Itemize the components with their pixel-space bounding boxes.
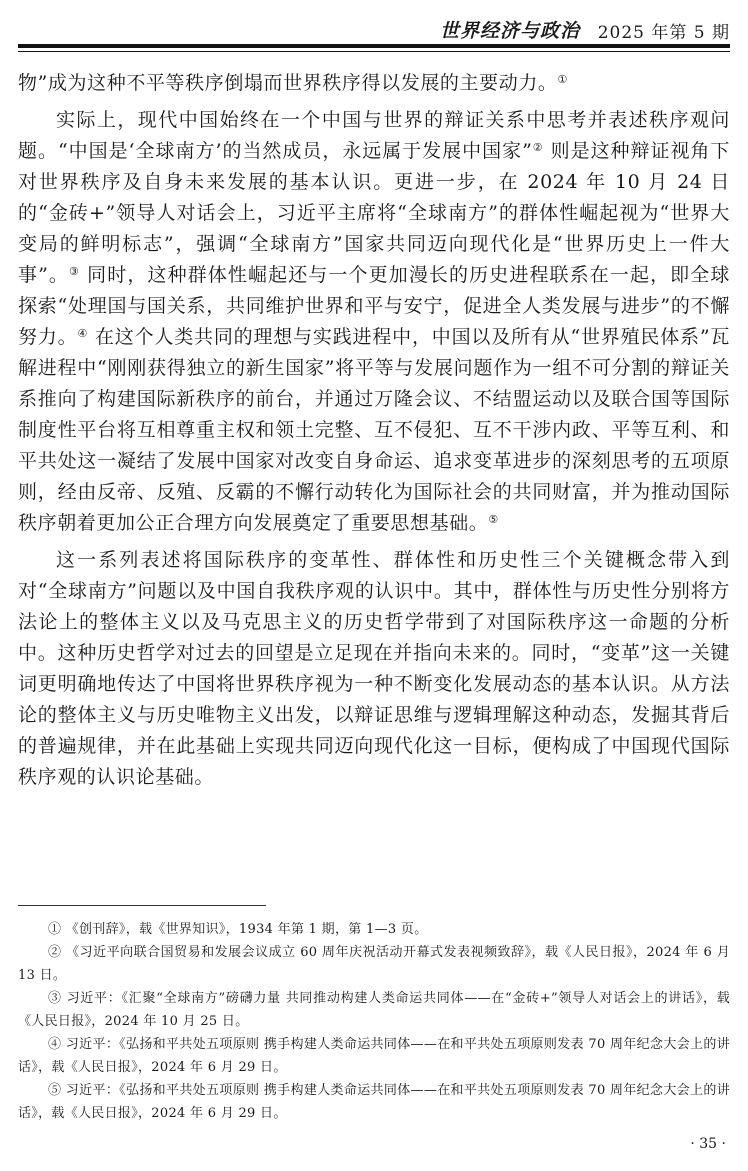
paragraph-text: 同时，这种群体性崛起还与一个更加漫长的历史进程联系在一起，即全球探索“处理国与国关系，共同维护世界和平与安宁，促进全人类发展与进步”的不懈努力。 (18, 264, 730, 348)
page-header (18, 12, 730, 42)
footnote: ① 《创刊辞》，载《世界知识》，1934 年第 1 期，第 1—3 页。 (48, 922, 428, 937)
footnote-ref: ④ (77, 327, 89, 340)
footnote: ② 《习近平向联合国贸易和发展会议成立 60 周年庆祝活动开幕式发表视频致辞》，载《人民日报》，2024 年 6 月 13 日。 (18, 945, 730, 983)
footnote-ref: ③ (69, 265, 80, 278)
paragraph (18, 545, 730, 793)
footnote-ref: ⑤ (488, 513, 499, 526)
footnote-ref: ① (557, 73, 568, 86)
header-rule-thin (18, 51, 730, 52)
issue-label: 2025 年第 5 期 (597, 23, 730, 43)
paragraph-text: 在这个人类共同的理想与实践进程中，中国以及所有从“世界殖民体系”瓦解进程中“刚刚获得独立的新生国家”将平等与发展问题作为一组不可分割的辩证关系推向了构建国际新秩序的前台，并通过万隆会议、不结盟运动以及联合国等国际制度性平台将互相尊重主权和领土完整、互不侵犯、互不干涉内政、平等互利、和平共处这一凝结了发展中国家对改变自身命运、追求变革进步的深刻思考的五项原则，经由反帝、反殖、反霸的不懈行动转化为国际社会的共同财富，并为推动国际秩序朝着更加公正合理方向发展奠定了重要思想基础。 (18, 326, 730, 534)
footnote: ③ 习近平：《汇聚“全球南方”磅礴力量 共同推动构建人类命运共同体——在“金砖+”领导人对话会上的讲话》，载《人民日报》，2024 年 10 月 25 日。 (18, 991, 730, 1029)
paragraph-text: 则是这种辩证视角下对世界秩序及自身未来发展的基本认识。更进一步，在 2024 年 10 月 24 日的“金砖+”领导人对话会上，习近平主席将“全球南方”的群体性崛起视为“世界大变局的鲜明标志”，强调“全球南方”国家共同迈向现代化是“世界历史上一件大事”。 (18, 140, 731, 286)
footnote: ⑤ 习近平：《弘扬和平共处五项原则 携手构建人类命运共同体——在和平共处五项原则发表 70 周年纪念大会上的讲话》，载《人民日报》，2024 年 6 月 29 日。 (18, 1083, 730, 1121)
paragraph (18, 68, 730, 99)
article-body (18, 68, 730, 793)
footnotes (18, 918, 730, 1125)
page-number: · 35 · (690, 1136, 726, 1152)
paragraph-text: 物”成为这种不平等秩序倒塌而世界秩序得以发展的主要动力。 (18, 72, 558, 94)
footnote: ④ 习近平：《弘扬和平共处五项原则 携手构建人类命运共同体——在和平共处五项原则发表 70 周年纪念大会上的讲话》，载《人民日报》，2024 年 6 月 29 日。 (18, 1037, 730, 1075)
paragraph-text: 这一系列表述将国际秩序的变革性、群体性和历史性三个关键概念带入到对“全球南方”问题以及中国自我秩序观的认识中。其中，群体性与历史性分别将方法论上的整体主义以及马克思主义的历史哲学带到了对国际秩序这一命题的分析中。这种历史哲学对过去的回望是立足现在并指向未来的。同时，“变革”这一关键词更明确地传达了中国将世界秩序视为一种不断变化发展动态的基本认识。从方法论的整体主义与历史唯物主义出发，以辩证思维与逻辑理解这种动态，发掘其背后的普遍规律，并在此基础上实现共同迈向现代化这一目标，便构成了中国现代国际秩序观的认识论基础。 (18, 549, 730, 788)
paragraph (18, 105, 730, 539)
footnote-ref: ② (532, 141, 544, 154)
journal-title: 世界经济与政治 (439, 20, 580, 42)
paragraph-text: 实际上，现代中国始终在一个中国与世界的辩证关系中思考并表述秩序观问题。“中国是‘全球南方’的当然成员，永远属于发展中国家” (18, 109, 730, 162)
footnote-divider (18, 905, 266, 906)
header-rule-thick (18, 44, 730, 48)
